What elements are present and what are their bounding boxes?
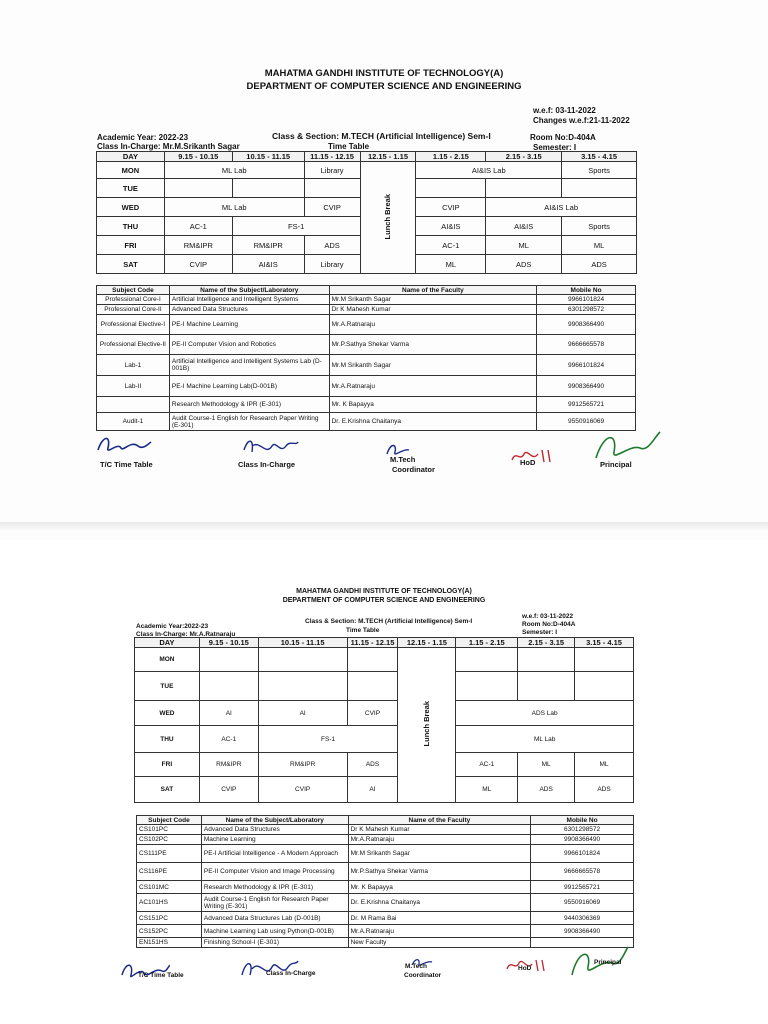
mobile-number: 9440306369	[531, 912, 634, 925]
timetable-row	[135, 777, 634, 803]
period-cell: AI	[199, 701, 258, 726]
period-cell	[347, 648, 398, 672]
period-cell: RM&IPR	[164, 236, 232, 255]
subject-header-row	[97, 286, 636, 295]
day-cell: FRI	[97, 236, 165, 255]
subject-row	[137, 894, 634, 912]
mobile-number: 9912565721	[537, 397, 636, 413]
period-cell: Library	[304, 255, 360, 274]
day-cell: WED	[97, 198, 165, 217]
subject-row	[97, 315, 636, 335]
subject-name: Advanced Data Structures Lab (D-001B)	[201, 912, 348, 925]
slot-header: 9.15 - 10.15	[199, 638, 258, 648]
period-cell: RM&IPR	[258, 753, 347, 777]
day-cell: SAT	[135, 777, 200, 803]
faculty-name: Dr K Mahesh Kumar	[348, 825, 531, 835]
day-cell: MON	[135, 648, 200, 672]
faculty-name: Mr.M Srikanth Sagar	[329, 295, 537, 305]
slot-header: 11.15 - 12.15	[304, 152, 360, 162]
subject-name: Machine Learning Lab using Python(D-001B)	[201, 925, 348, 938]
semester: Semester: I	[533, 143, 577, 152]
period-cell: ADS	[518, 777, 575, 803]
mobile-number: 9966101824	[531, 845, 634, 863]
period-cell	[518, 672, 575, 701]
subject-row	[137, 881, 634, 894]
column-header: Name of the Subject/Laboratory	[201, 816, 348, 825]
time-table-label: Time Table	[346, 627, 380, 634]
faculty-name: Mr.M Srikanth Sagar	[329, 355, 537, 376]
subject-code	[97, 397, 170, 413]
faculty-name: Mr.P.Sathya Shekar Varma	[329, 335, 537, 355]
column-header: Name of the Subject/Laboratory	[169, 286, 329, 295]
period-cell: AC-1	[416, 236, 486, 255]
period-cell	[232, 179, 304, 198]
timetable-row	[135, 701, 634, 726]
mobile-number: 9908366490	[537, 376, 636, 397]
timetable-grid	[96, 151, 637, 274]
subject-code: CS116PE	[137, 863, 202, 881]
institute-title: MAHATMA GANDHI INSTITUTE OF TECHNOLOGY(A)	[296, 588, 472, 595]
subject-faculty-table	[96, 285, 636, 431]
class-incharge-signature-label: Class In-Charge	[238, 460, 296, 469]
subject-code: AC101HS	[137, 894, 202, 912]
timetable-row	[135, 672, 634, 701]
wef-date: w.e.f: 03-11-2022	[533, 106, 596, 115]
faculty-name: New Faculty	[348, 938, 531, 948]
day-cell: MON	[97, 162, 165, 179]
period-cell: Sports	[562, 217, 637, 236]
faculty-name: Dr. E.Krishna Chaitanya	[348, 894, 531, 912]
academic-year: Academic Year: 2022-23	[97, 133, 189, 142]
class-section: Class & Section: M.TECH (Artificial Intelligence) Sem-I	[272, 131, 491, 141]
period-cell	[562, 179, 637, 198]
timetable-row	[135, 648, 634, 672]
period-cell: ML	[416, 255, 486, 274]
period-cell	[164, 179, 232, 198]
mobile-number: 6301298572	[531, 825, 634, 835]
subject-row	[137, 845, 634, 863]
period-cell	[258, 648, 347, 672]
class-incharge-signature	[240, 432, 300, 460]
subject-code: CS101MC	[137, 881, 202, 894]
faculty-name: Mr.A.Ratnaraju	[348, 835, 531, 845]
subject-row	[97, 355, 636, 376]
period-cell: AI&IS	[416, 217, 486, 236]
timetable-sheet-2	[0, 545, 768, 1024]
slot-header: 1.15 - 2.15	[416, 152, 486, 162]
subject-name: PE-I Machine Learning	[169, 315, 329, 335]
subject-name: Finishing School-I (E-301)	[201, 938, 348, 948]
subject-name: Audit Course-1 English for Research Paper Writing (E-301)	[201, 894, 348, 912]
faculty-name: Mr.P.Sathya Shekar Varma	[348, 863, 531, 881]
slot-header: DAY	[135, 638, 200, 648]
subject-code: Professional Elective-I	[97, 315, 170, 335]
period-cell: ADS Lab	[456, 701, 634, 726]
day-cell: THU	[97, 217, 165, 236]
changes-date: Changes w.e.f:21-11-2022	[533, 116, 630, 125]
column-header: Subject Code	[97, 286, 170, 295]
period-cell	[258, 672, 347, 701]
subject-code: Lab-II	[97, 376, 170, 397]
period-cell: ADS	[347, 753, 398, 777]
subject-name: PE-I Artificial Intelligence - A Modern Approach	[201, 845, 348, 863]
period-cell: FS-1	[258, 726, 398, 753]
slot-header: 2.15 - 3.15	[518, 638, 575, 648]
mobile-number: 9908366490	[537, 315, 636, 335]
slot-header: 10.15 - 11.15	[258, 638, 347, 648]
subject-row	[97, 397, 636, 413]
subject-name: Artificial Intelligence and Intelligent Systems	[169, 295, 329, 305]
hod-label: HoD	[518, 965, 532, 972]
class-incharge: Class In-Charge: Mr.M.Srikanth Sagar	[97, 142, 240, 151]
faculty-name: Mr.A.Ratnaraju	[348, 925, 531, 938]
subject-code: CS101PC	[137, 825, 202, 835]
period-cell	[456, 648, 518, 672]
subject-code: Audit-1	[97, 413, 170, 431]
period-cell: ML	[575, 753, 634, 777]
subject-code: EN151HS	[137, 938, 202, 948]
subject-row	[97, 413, 636, 431]
period-cell: CVIP	[164, 255, 232, 274]
period-cell	[347, 672, 398, 701]
mobile-number: 9912565721	[531, 881, 634, 894]
subject-code: CS111PE	[137, 845, 202, 863]
class-incharge: Class In-Charge: Mr.A.Ratnaraju	[136, 631, 236, 638]
lunch-break-label: Lunch Break	[422, 701, 432, 747]
period-cell: AC-1	[199, 726, 258, 753]
timetable-header-row	[135, 638, 634, 648]
slot-header: 9.15 - 10.15	[164, 152, 232, 162]
period-cell: AI&IS	[232, 255, 304, 274]
timetable-grid	[134, 637, 634, 803]
day-cell: SAT	[97, 255, 165, 274]
period-cell	[575, 672, 634, 701]
subject-name: Artificial Intelligence and Intelligent Systems Lab (D-001B)	[169, 355, 329, 376]
period-cell: CVIP	[199, 777, 258, 803]
subject-code: CS152PC	[137, 925, 202, 938]
principal-label: Principal	[594, 959, 622, 966]
day-cell: FRI	[135, 753, 200, 777]
period-cell: AI&IS Lab	[416, 162, 562, 179]
page-edge-shadow	[0, 522, 768, 532]
subject-code: Professional Core-I	[97, 295, 170, 305]
period-cell: CVIP	[258, 777, 347, 803]
subject-name: Research Methodology & IPR (E-301)	[169, 397, 329, 413]
subject-row	[137, 912, 634, 925]
period-cell: AI&IS	[486, 217, 562, 236]
subject-code: Professional Elective-II	[97, 335, 170, 355]
day-cell: TUE	[97, 179, 165, 198]
semester: Semester: I	[522, 629, 558, 636]
period-cell: AC-1	[164, 217, 232, 236]
mobile-number: 9966101824	[537, 355, 636, 376]
subject-name: Research Methodology & IPR (E-301)	[201, 881, 348, 894]
period-cell	[199, 672, 258, 701]
subject-name: Audit Course-1 English for Research Paper Writing (E-301)	[169, 413, 329, 431]
period-cell: RM&IPR	[232, 236, 304, 255]
subject-row	[137, 835, 634, 845]
column-header: Mobile No	[531, 816, 634, 825]
lunch-break-label: Lunch Break	[383, 193, 393, 240]
coordinator-label: Coordinator	[392, 465, 435, 474]
coordinator-title-label: M.Tech	[405, 963, 427, 970]
faculty-name: Dr K Mahesh Kumar	[329, 305, 537, 315]
mobile-number: 6301298572	[537, 305, 636, 315]
time-table-incharge-signature	[93, 430, 153, 460]
timetable-row	[135, 753, 634, 777]
subject-row	[97, 335, 636, 355]
subject-code: CS102PC	[137, 835, 202, 845]
period-cell: AI	[258, 701, 347, 726]
lunch-break-cell	[398, 648, 456, 803]
subject-row	[137, 925, 634, 938]
period-cell	[486, 179, 562, 198]
period-cell	[518, 648, 575, 672]
faculty-name: Dr. M Rama Bai	[348, 912, 531, 925]
principal-label: Principal	[600, 460, 632, 469]
period-cell	[456, 672, 518, 701]
period-cell: RM&IPR	[199, 753, 258, 777]
department-title: DEPARTMENT OF COMPUTER SCIENCE AND ENGINEERING	[282, 597, 486, 604]
class-incharge-signature	[238, 953, 300, 983]
subject-row	[137, 863, 634, 881]
lunch-break-cell	[360, 162, 416, 274]
period-cell: ADS	[304, 236, 360, 255]
day-cell: WED	[135, 701, 200, 726]
mobile-number: 9550916069	[537, 413, 636, 431]
mobile-number: 9908366490	[531, 835, 634, 845]
period-cell: ML	[562, 236, 637, 255]
time-table-label: Time Table	[328, 142, 370, 151]
slot-header: 11.15 - 12.15	[347, 638, 398, 648]
wef-date: w.e.f: 03-11-2022	[522, 613, 574, 620]
slot-header: 12.15 - 1.15	[360, 152, 416, 162]
subject-name: PE-II Computer Vision and Robotics	[169, 335, 329, 355]
faculty-name: Mr. K Bapayya	[329, 397, 537, 413]
subject-code: CS151PC	[137, 912, 202, 925]
subject-row	[97, 376, 636, 397]
mobile-number: 9908366490	[531, 925, 634, 938]
subject-row	[137, 938, 634, 948]
period-cell: ML	[456, 777, 518, 803]
time-table-incharge-signature	[118, 957, 170, 985]
department-title: DEPARTMENT OF COMPUTER SCIENCE AND ENGINEERING	[246, 81, 522, 92]
subject-row	[97, 295, 636, 305]
period-cell: CVIP	[416, 198, 486, 217]
period-cell	[199, 648, 258, 672]
timetable-header-row	[97, 152, 637, 162]
slot-header: 1.15 - 2.15	[456, 638, 518, 648]
subject-code: Lab-1	[97, 355, 170, 376]
period-cell: ML Lab	[164, 198, 304, 217]
period-cell: Library	[304, 162, 360, 179]
subject-name: Advanced Data Structures	[169, 305, 329, 315]
period-cell: ML Lab	[164, 162, 304, 179]
subject-name: PE-I Machine Learning Lab(D-001B)	[169, 376, 329, 397]
coordinator-title-label: M.Tech	[390, 455, 416, 464]
subject-name: Machine Learning	[201, 835, 348, 845]
column-header: Subject Code	[137, 816, 202, 825]
subject-code: Professional Core-II	[97, 305, 170, 315]
period-cell: FS-1	[232, 217, 360, 236]
room-number: Room No:D-404A	[530, 133, 596, 142]
period-cell	[304, 179, 360, 198]
period-cell: ML Lab	[456, 726, 634, 753]
subject-row	[97, 305, 636, 315]
day-cell: THU	[135, 726, 200, 753]
period-cell: ADS	[486, 255, 562, 274]
timetable-row	[135, 726, 634, 753]
institute-title: MAHATMA GANDHI INSTITUTE OF TECHNOLOGY(A)	[264, 68, 504, 79]
room-number: Room No:D-404A	[522, 621, 576, 628]
faculty-name: Mr.M Srikanth Sagar	[348, 845, 531, 863]
subject-faculty-table	[136, 815, 634, 948]
mobile-number: 9966101824	[537, 295, 636, 305]
slot-header: 12.15 - 1.15	[398, 638, 456, 648]
timetable-row	[97, 162, 637, 179]
mobile-number: 9666665578	[537, 335, 636, 355]
slot-header: 3.15 - 4.15	[575, 638, 634, 648]
period-cell: CVIP	[304, 198, 360, 217]
day-cell: TUE	[135, 672, 200, 701]
column-header: Mobile No	[537, 286, 636, 295]
subject-name: PE-II Computer Vision and Image Processing	[201, 863, 348, 881]
time-table-signature-label: T/C Time Table	[138, 972, 184, 979]
faculty-name: Mr. K Bapayya	[348, 881, 531, 894]
faculty-name: Mr.A.Ratnaraju	[329, 315, 537, 335]
hod-label: HoD	[520, 458, 536, 467]
period-cell	[575, 648, 634, 672]
column-header: Name of the Faculty	[348, 816, 531, 825]
subject-header-row	[137, 816, 634, 825]
slot-header: 2.15 - 3.15	[486, 152, 562, 162]
column-header: Name of the Faculty	[329, 286, 537, 295]
time-table-signature-label: T/C Time Table	[100, 460, 153, 469]
period-cell: CVIP	[347, 701, 398, 726]
period-cell: ADS	[562, 255, 637, 274]
mobile-number: 9550916069	[531, 894, 634, 912]
period-cell: ML	[518, 753, 575, 777]
slot-header: 3.15 - 4.15	[562, 152, 637, 162]
mobile-number: 9666665578	[531, 863, 634, 881]
faculty-name: Mr.A.Ratnaraju	[329, 376, 537, 397]
period-cell: AI	[347, 777, 398, 803]
period-cell: ML	[486, 236, 562, 255]
period-cell: AC-1	[456, 753, 518, 777]
slot-header: DAY	[97, 152, 165, 162]
faculty-name: Dr. E.Krishna Chaitanya	[329, 413, 537, 431]
period-cell: Sports	[562, 162, 637, 179]
slot-header: 10.15 - 11.15	[232, 152, 304, 162]
period-cell: ADS	[575, 777, 634, 803]
coordinator-label: Coordinator	[404, 972, 442, 979]
subject-name: Advanced Data Structures	[201, 825, 348, 835]
subject-row	[137, 825, 634, 835]
class-incharge-signature-label: Class In-Charge	[266, 970, 316, 977]
period-cell: AI&IS Lab	[486, 198, 637, 217]
academic-year: Academic Year:2022-23	[136, 623, 209, 630]
class-section: Class & Section: M.TECH (Artificial Intelligence) Sem-I	[305, 618, 473, 625]
period-cell	[416, 179, 486, 198]
